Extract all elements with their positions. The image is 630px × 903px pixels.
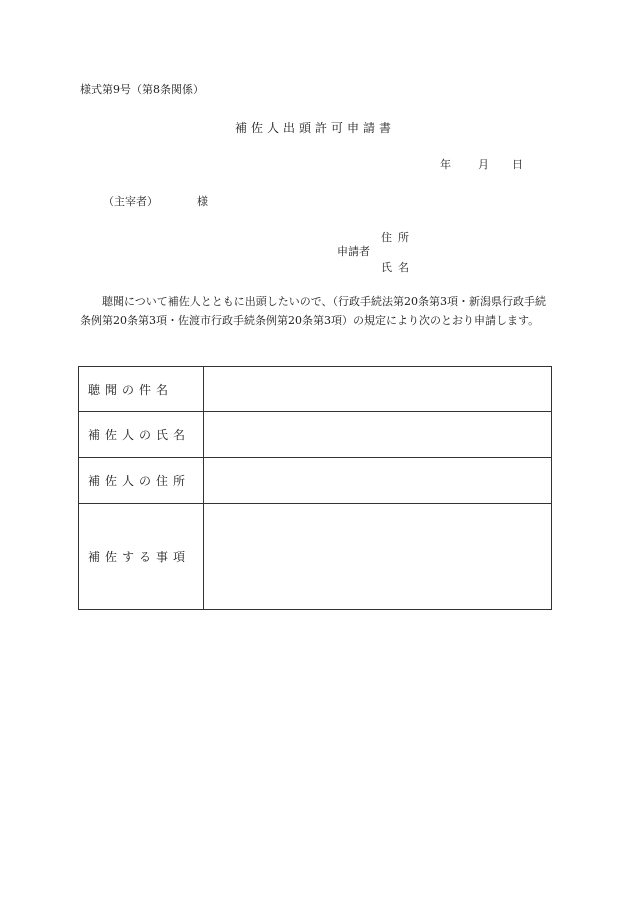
- form-number: 様式第9号（第8条関係）: [80, 83, 204, 96]
- applicant-label: 申請者: [337, 245, 370, 258]
- table-row: [79, 458, 552, 504]
- date-day-label: 日: [512, 158, 523, 171]
- hearing-subject-label: 聴聞の件名: [79, 367, 204, 412]
- date-month-label: 月: [478, 158, 489, 171]
- date-year-label: 年: [440, 158, 451, 171]
- assistant-address-field[interactable]: [204, 458, 552, 504]
- table-row: [79, 412, 552, 458]
- applicant-address-label: 住所: [381, 231, 415, 244]
- application-form-table: [78, 366, 552, 610]
- assistant-name-label: 補佐人の氏名: [79, 412, 204, 458]
- application-body-text: 聴聞について補佐人とともに出頭したいので、（行政手続法第20条第3項・新潟県行政手続条例第20条第3項・佐渡市行政手続条例第20条第3項）の規定により次のとおり申請します。: [80, 295, 547, 327]
- assistant-address-label: 補佐人の住所: [79, 458, 204, 504]
- addressee-honorific: 様: [197, 195, 208, 208]
- document-title: 補佐人出頭許可申請書: [234, 121, 395, 135]
- assistant-name-field[interactable]: [204, 412, 552, 458]
- table-row: [79, 367, 552, 412]
- assistance-matters-label: 補佐する事項: [79, 504, 204, 610]
- table-row: [79, 504, 552, 610]
- addressee-organizer: （主宰者）: [103, 195, 158, 208]
- assistance-matters-field[interactable]: [204, 504, 552, 610]
- applicant-name-label: 氏名: [381, 261, 415, 274]
- hearing-subject-field[interactable]: [204, 367, 552, 412]
